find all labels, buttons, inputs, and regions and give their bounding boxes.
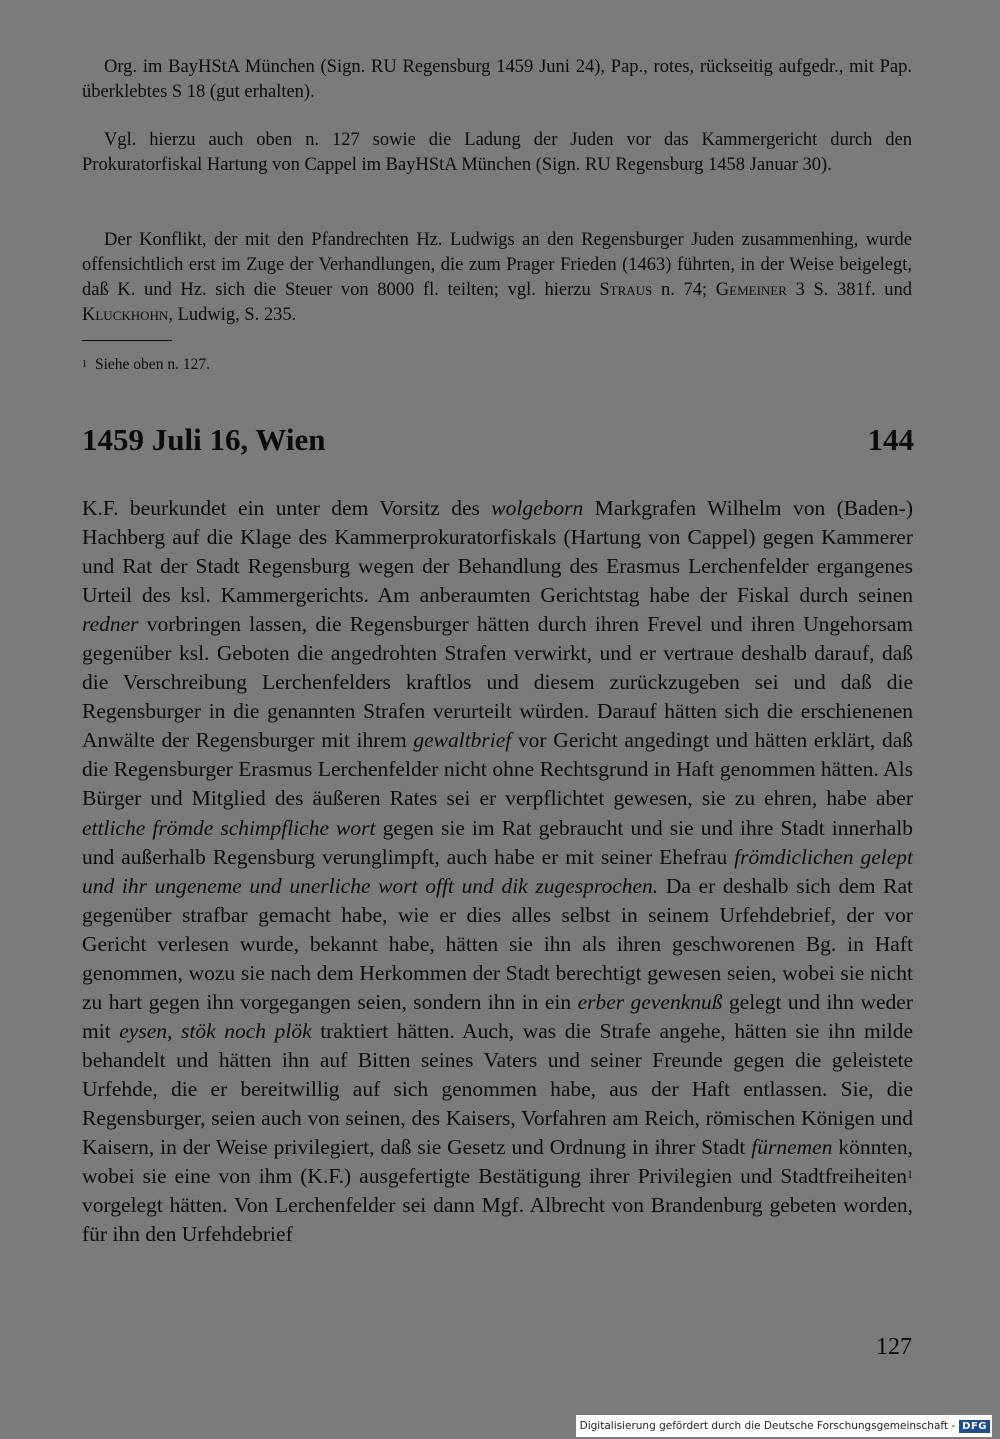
regest-text: K.F. beurkundet ein unter dem Vorsitz des wolgeborn Markgrafen Wilhelm von (Baden-) Hachberg auf die Klage des Kammerprokuratorfiskals (Hartung von Cappel) gegen Kammerer und Rat der Stadt Regensburg wegen der Behandlung des Erasmus Lerchenfelder ergangenes Urteil des ksl. Kammergerichts. Am anberaumten Gerichtstag habe der Fiskal durch seinen redner vorbringen lassen, die Regensburger hätten durch ihren Frevel und ihren Ungehorsam gegenüber ksl. Geboten die angedrohten Strafen verwirkt, und er vertraue deshalb darauf, daß die Verschreibung Lerchenfelders kraftlos und diesem zurückzugeben sei und daß die Regensburger in die genannten Strafen verurteilt würden. Darauf hätten sich die erschienenen Anwälte der Regensburger mit ihrem gewaltbrief vor Gericht angedingt und hätten erklärt, daß die Regensburger Erasmus Lerchenfelder nicht ohne Rechtsgrund in Haft genommen hätten. Als Bürger und Mitglied des äußeren Rates sei er verpflichtet gewesen, sie zu ehren, habe aber ettliche frömde schimpfliche wort gegen sie im Rat gebraucht und sie und ihre Stadt innerhalb und außerhalb Regensburg verunglimpft, auch habe er mit seiner Ehefrau frömdiclichen gelept und ihr ungeneme und unerliche wort offt und dik zugesprochen. Da er deshalb sich dem Rat gegenüber strafbar gemacht habe, wie er dies alles selbst in seinem Urfehdebrief, der vor Gericht verlesen wurde, bekannt habe, hätten sie ihn als ihren geschworenen Bg. in Haft genommen, wozu sie nach dem Herkommen der Stadt berechtigt gewesen seien, wobei sie nicht zu hart gegen ihn vorgegangen seien, sondern ihn in ein erber gevenknuß gelegt und ihn weder mit eysen, stök noch plök traktiert hätten. Auch, was die Strafe angehe, hätten sie ihn milde behandelt und hätten ihn auf Bitten seines Vaters und seiner Freunde gegen die geleistete Urfehde, die er bereitwillig auf sich genommen habe, aus der Haft entlassen. Sie, die Regensburger, seien auch von seinen, des Kaisers, Vorfahren am Reich, römischen Königen und Kaisern, in der Weise privilegiert, daß sie Gesetz und Ordnung in ihrer Stadt fürnemen könnten, wobei sie eine von ihm (K.F.) ausgefertigte Bestätigung ihrer Privilegien und Stadtfreiheiten$^1$ vorgelegt hätten. Von Lerchenfelder sei dann Mgf. Albrecht von Brandenburg gebeten worden, für ihn den Urfehdebrief (82, 496, 914, 1247)
entry-date-place: 1459 Juli 16, Wien (82, 422, 326, 457)
footnote-ref: 1 (907, 1167, 913, 1182)
funding-credit (576, 1415, 992, 1437)
credit-text: Digitalisierung gefördert durch die Deutsche Forschungsgemeinschaft - (579, 1420, 956, 1432)
author-straus: Straus (599, 280, 653, 300)
dfg-logo: DFG (959, 1420, 990, 1433)
archival-note: Org. im BayHStA München (Sign. RU Regensburg 1459 Juni 24), Pap., rotes, rückseitig aufgedr., mit Pap. überklebtes S 18 (gut erhalten). (82, 57, 912, 102)
page-number: 127 (876, 1334, 912, 1360)
entry-heading (82, 420, 914, 460)
entry-number: 144 (867, 422, 914, 457)
reference-note: Vgl. hierzu auch oben n. 127 sowie die Ladung der Juden vor das Kammergericht durch den Prokuratorfiskal Hartung von Cappel im BayHStA München (Sign. RU Regensburg 1458 Januar 30). (82, 130, 912, 175)
author-gemeiner: Gemeiner (715, 280, 787, 300)
author-kluckhohn: Kluckhohn (82, 305, 169, 325)
footnote-divider (82, 340, 172, 341)
commentary-note: Der Konflikt, der mit den Pfandrechten Hz. Ludwigs an den Regensburger Juden zusammenhing, wurde offensichtlich erst im Zuge der Verhandlungen, die zum Prager Frieden (1463) führten, in der Weise beigelegt, daß K. und Hz. sich die Steuer von 8000 fl. teilten; vgl. hierzu Straus n. 74; Gemeiner 3 S. 381f. und Kluckhohn, Ludwig, S. 235. (82, 230, 912, 325)
footnote: $^1$ Siehe oben n. 127. (82, 356, 210, 373)
footnote-mark: 1 (82, 359, 87, 370)
